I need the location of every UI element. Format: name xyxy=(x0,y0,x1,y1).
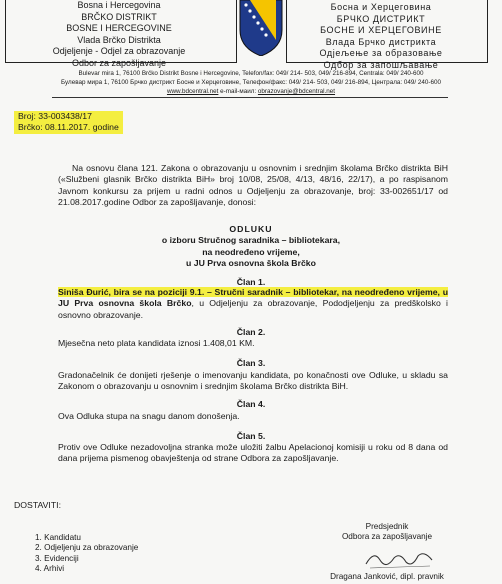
signature-role-line: Odbora za zapošljavanje xyxy=(341,532,433,542)
coat-of-arms-icon xyxy=(236,0,286,56)
header-left-line: BRČKO DISTRIKT xyxy=(81,11,157,22)
article-5-text: Protiv ove Odluke nezadovoljna stranka može uložiti žalbu Apelacionoj komisiji u roku od 8 dana od dana prijema pismenog obavještenja od strane Odbora za zapošljavanje. xyxy=(58,442,448,464)
intro-paragraph: Na osnovu člana 121. Zakona o obrazovanju u osnovnim i srednjim školama Brčko distrikta BiH («Službeni glasnik Brčko distrikta BiH» broj 10/08, 25/08, 4/13, 48/16, 22/17), a po raspisanom Javnom konkursu za prijem u radni odnos u Odjeljenju za obrazovanje, broj: 33-002651/17 od 21.08.2017.godine Odbor za zapošljavanje, donosi: xyxy=(58,163,448,207)
decision-line: u JU Prva osnovna škola Brčko xyxy=(186,257,316,268)
reference-block xyxy=(14,111,123,134)
header-right-line: Влада Брчко дистрикта xyxy=(325,36,437,47)
reference-number: Broj: 33-003438/17 xyxy=(14,111,123,122)
handwritten-signature xyxy=(360,546,440,574)
article-1-heading: Član 1. xyxy=(236,277,266,287)
address-cyrillic: Булевар мира 1, 76100 Брчко дистрикт Босне и Херцеговине, Телефон/факс: 049/ 214- 503, 049/ 216-894, Централа: 049/ 240-600 xyxy=(61,79,441,86)
header-right-line: БРЧКО ДИСТРИКТ xyxy=(336,13,426,24)
header-left-line: Vlada Brčko Distrikta xyxy=(77,34,161,45)
article-4-text: Ova Odluka stupa na snagu danom donošenja. xyxy=(58,411,240,421)
header-left-line: Odbor za zapošljavanje xyxy=(71,57,167,68)
address-contact xyxy=(0,87,502,96)
position-text: , bira se na poziciji 9.1. – Stručni saradnik – bibliotekar, na neodređeno vrijeme, u xyxy=(108,287,448,297)
article-5-heading: Član 5. xyxy=(236,431,266,441)
signature-name: Dragana Janković, dipl. pravnik xyxy=(330,572,444,581)
decision-line: na neodređeno vrijeme, xyxy=(202,246,300,257)
header-left-line: BOSNE I HERCEGOVINE xyxy=(66,23,172,33)
decision-title: ODLUKU xyxy=(229,224,273,234)
web-link[interactable]: www.bdcentral.net xyxy=(166,88,219,95)
school-name: JU Prva osnovna škola Brčko xyxy=(58,298,192,309)
dostaviti-label: DOSTAVITI: xyxy=(14,500,61,510)
email-label: e-mail-маил: xyxy=(220,88,257,95)
header-left xyxy=(0,0,238,69)
dostaviti-list xyxy=(35,533,138,575)
article-1-rest: , u Odjeljenju za obrazovanje, Pododjeljenju za predškolsko i osnovno obrazovanje. xyxy=(58,298,448,320)
list-item: 4. Arhivi xyxy=(35,564,65,574)
decision-line: o izboru Stručnog saradnika – bibliotekara, xyxy=(161,235,341,246)
article-4-heading: Član 4. xyxy=(236,399,266,409)
decision-title-block xyxy=(0,224,502,269)
article-2-heading: Član 2. xyxy=(236,327,266,337)
header-left-line: Bosna i Hercegovina xyxy=(77,0,161,10)
reference-date: Brčko: 08.11.2017. godine xyxy=(14,122,123,133)
header-right xyxy=(296,2,466,71)
header-divider xyxy=(52,97,448,98)
header-right-line: Одјељење за образовање xyxy=(319,48,443,58)
address-latin: Bulevar mira 1, 76100 Brčko Distrikt Bosne i Hercegovine, Telefon/fax: 049/ 214- 503, 049/ 216-894, Centrala: 049/ 240-600 xyxy=(78,70,424,77)
header-right-line: БОСНЕ И ХЕРЦЕГОВИНЕ xyxy=(320,25,442,35)
article-2-text: Mjesečna neto plata kandidata iznosi 1.408,01 KM. xyxy=(58,338,255,348)
list-item: 2. Odjeljenju za obrazovanje xyxy=(35,543,139,553)
signature-role xyxy=(312,522,462,543)
signature-role-line: Predsjednik xyxy=(365,522,409,531)
list-item: 1. Kandidatu xyxy=(35,533,81,542)
list-item: 3. Evidenciji xyxy=(35,553,79,563)
candidate-name: Siniša Đurić xyxy=(58,287,109,297)
header-right-line: Босна и Херцеговина xyxy=(330,2,432,12)
header-left-line: Odjeljenje - Odjel za obrazovanje xyxy=(52,46,186,56)
article-3-heading: Član 3. xyxy=(236,358,266,368)
email-link[interactable]: obrazovanje@bdcentral.net xyxy=(257,88,336,95)
header-right-line: Одбор за запошљавање xyxy=(323,59,439,70)
article-3-text: Gradonačelnik će donijeti rješenje o imenovanju kandidata, po konačnosti ove Odluke, u skladu sa Zakonom o obrazovanju u osnovnim i srednjim školama Brčko distrikta BiH. xyxy=(58,370,448,392)
article-1-text xyxy=(58,287,448,321)
